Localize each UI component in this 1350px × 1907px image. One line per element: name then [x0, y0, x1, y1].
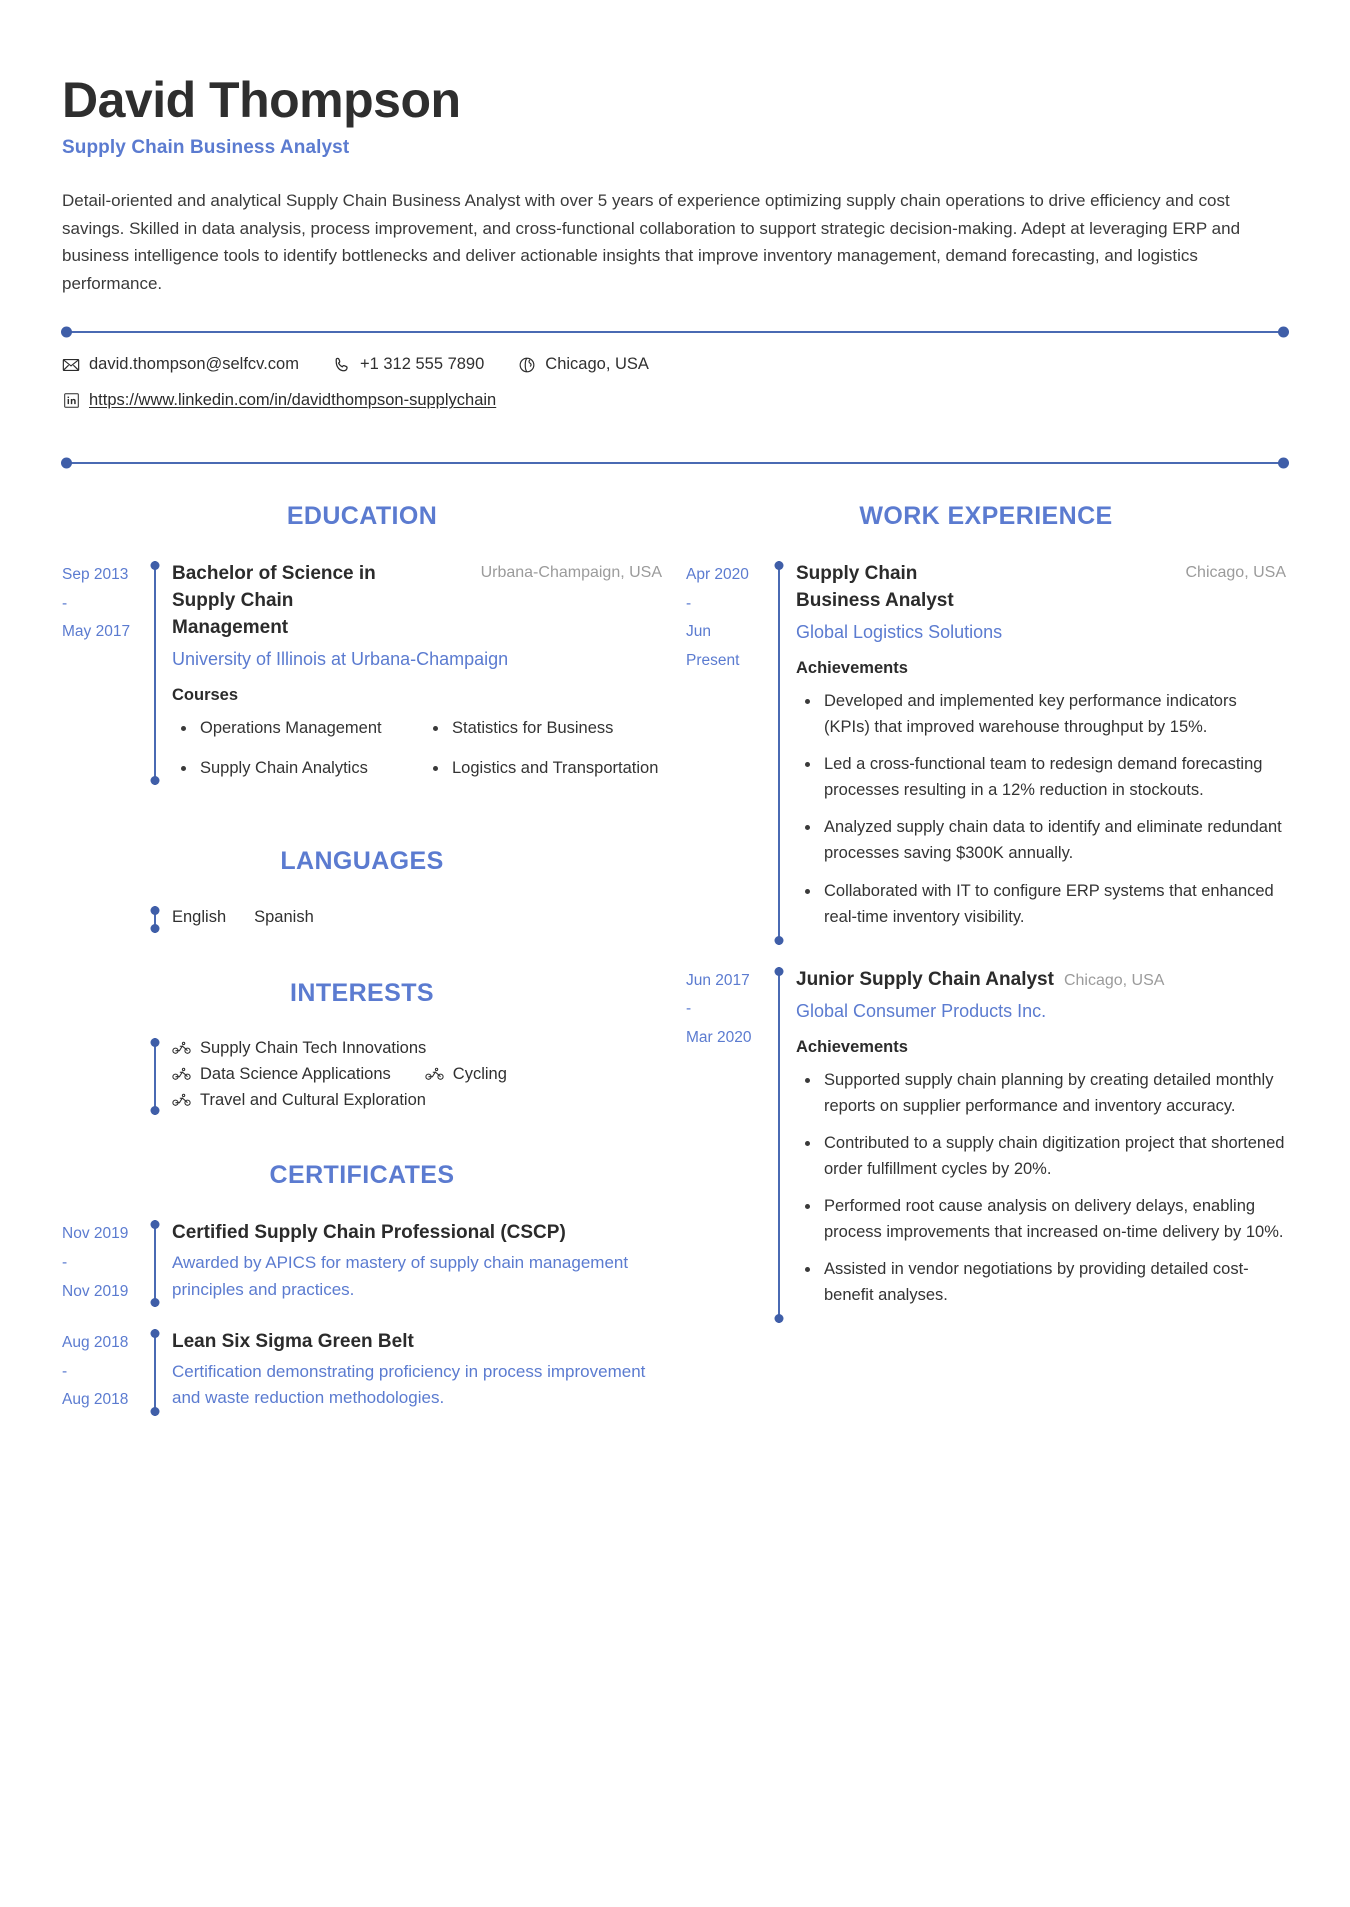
list-item: [425, 1065, 507, 1084]
interests-body: [172, 1038, 662, 1115]
spacer: [62, 951, 662, 979]
section-title-interests: INTERESTS: [290, 979, 434, 1008]
education-entry-head: [172, 561, 662, 642]
work-date-end: Present: [686, 652, 740, 670]
contact-row-primary: [62, 355, 1288, 374]
achievements-list: [796, 1067, 1286, 1309]
certificate-date-end: Aug 2018: [62, 1391, 129, 1409]
page-title: David Thompson: [62, 72, 461, 128]
list-item: Led a cross-functional team to redesign demand forecasting processes resulting in a 12% reduction in stockouts.: [796, 751, 1286, 803]
list-item: [172, 1039, 426, 1058]
section-title-certificates: CERTIFICATES: [269, 1161, 455, 1190]
timeline-rail: [778, 967, 780, 1324]
contact-block: [62, 333, 1288, 428]
list-item: Collaborated with IT to configure ERP systems that enhanced real-time inventory visibility.: [796, 878, 1286, 930]
interest-row: [172, 1065, 662, 1084]
list-item: Supported supply chain planning by creating detailed monthly reports on supplier performance and inventory accuracy.: [796, 1067, 1286, 1119]
section-languages: [62, 847, 662, 933]
timeline-rail: [154, 1329, 156, 1416]
certificate-entry-date: [62, 1329, 154, 1416]
bicycle-icon: [425, 1067, 444, 1082]
interest-label: Supply Chain Tech Innovations: [200, 1039, 427, 1058]
certificate-entry-body: [172, 1329, 662, 1416]
list-item: Performed root cause analysis on delivery delays, enabling process improvements that increased on-time delivery by 10%.: [796, 1193, 1286, 1245]
education-school: University of Illinois at Urbana-Champaign: [172, 649, 509, 670]
work-date-mid: Jun: [686, 623, 711, 641]
interests-list: [172, 1038, 662, 1111]
interest-label: Data Science Applications: [200, 1065, 391, 1084]
achievements-label: Achievements: [796, 1037, 908, 1056]
contact-linkedin-link[interactable]: https://www.linkedin.com/in/davidthompson-supplychain: [89, 391, 497, 410]
work-date-dash: -: [686, 594, 692, 612]
work-entry: [686, 561, 1286, 945]
education-entry-body: [172, 561, 662, 785]
spacer: [62, 1133, 662, 1161]
timeline-rail: [154, 561, 156, 785]
certificate-entry-body: [172, 1220, 662, 1307]
bicycle-icon: [172, 1067, 191, 1082]
bicycle-icon: [172, 1093, 191, 1108]
section-work-experience: [686, 502, 1286, 1323]
work-location: Chicago, USA: [1185, 564, 1286, 582]
interest-row: [172, 1091, 662, 1110]
section-title-education: EDUCATION: [286, 502, 438, 531]
interests-entry: [62, 1038, 662, 1115]
contact-location-text: Chicago, USA: [545, 355, 649, 374]
education-entry: [62, 561, 662, 785]
contact-row-linkedin: [62, 391, 1288, 410]
resume-header: [62, 72, 1288, 297]
education-location: Urbana-Champaign, USA: [480, 564, 662, 582]
contact-divider-top: [62, 331, 1288, 333]
contact-location: [518, 355, 649, 374]
contact-email[interactable]: [62, 355, 299, 374]
courses-grid: [172, 716, 662, 781]
work-company: Global Consumer Products Inc.: [796, 1000, 1047, 1021]
work-entry-date: [686, 561, 778, 945]
certificate-name: Certified Supply Chain Professional (CSCP): [172, 1222, 566, 1244]
phone-icon: [333, 356, 351, 374]
contact-phone-text: +1 312 555 7890: [359, 355, 485, 374]
list-item: [172, 1091, 426, 1110]
education-date-end: May 2017: [62, 623, 131, 641]
contact-email-text: david.thompson@selfcv.com: [89, 355, 299, 374]
section-interests: [62, 979, 662, 1115]
list-item: [172, 1065, 391, 1084]
education-date-start: Sep 2013: [62, 566, 129, 584]
work-entry-head: [796, 967, 1286, 994]
languages-entry: [62, 906, 662, 933]
education-entry-date: [62, 561, 154, 785]
spacer: [62, 807, 662, 847]
list-item: Contributed to a supply chain digitization project that shortened order fulfillment cycles by 20%.: [796, 1130, 1286, 1182]
certificate-entry: [62, 1220, 662, 1307]
courses-label: Courses: [172, 686, 239, 705]
course-item: Statistics for Business: [424, 716, 662, 742]
interest-label: Travel and Cultural Exploration: [200, 1091, 426, 1110]
achievements-list: [796, 688, 1286, 930]
work-entry-date: [686, 967, 778, 1324]
section-education: [62, 502, 662, 785]
work-entry: [686, 967, 1286, 1324]
timeline-rail: [154, 1220, 156, 1307]
certificate-date-dash: -: [62, 1362, 68, 1380]
certificate-entry-date: [62, 1220, 154, 1307]
course-item: Operations Management: [172, 716, 410, 742]
work-date-end: Mar 2020: [686, 1029, 752, 1046]
list-item: English: [172, 908, 227, 927]
contact-phone[interactable]: [333, 355, 484, 374]
work-date-dash: -: [686, 1000, 692, 1018]
contact-linkedin[interactable]: [62, 391, 496, 410]
work-company: Global Logistics Solutions: [796, 622, 1003, 643]
left-column: [62, 502, 662, 1437]
interest-label: Cycling: [452, 1065, 507, 1084]
section-title-work-experience: WORK EXPERIENCE: [859, 502, 1113, 531]
section-certificates: [62, 1161, 662, 1415]
work-job-title: Junior Supply Chain Analyst: [796, 968, 1054, 990]
certificate-date-end: Nov 2019: [62, 1282, 129, 1300]
course-item: Logistics and Transportation: [424, 756, 662, 782]
timeline-rail: [778, 561, 780, 945]
resume-body: [62, 502, 1288, 1437]
certificate-date-start: Nov 2019: [62, 1225, 129, 1243]
bicycle-icon: [172, 1041, 191, 1056]
work-entry-head: [796, 561, 1286, 615]
right-column: [686, 502, 1286, 1345]
header-job-title: Supply Chain Business Analyst: [62, 137, 350, 158]
interest-row: [172, 1039, 662, 1058]
timeline-rail: [154, 906, 156, 933]
timeline-rail: [154, 1038, 156, 1115]
work-entry-body: [796, 561, 1286, 945]
list-item: Assisted in vendor negotiations by providing detailed cost-benefit analyses.: [796, 1256, 1286, 1308]
header-summary: Detail-oriented and analytical Supply Chain Business Analyst with over 5 years of experience optimizing supply chain operations to drive efficiency and cost savings. Skilled in data analysis, process improvement, and cross-functional collaboration to support strategic decision-making. Adept at leveraging ERP and business intelligence tools to identify bottlenecks and deliver actionable insights that improve inventory management, demand forecasting, and logistics performance.: [62, 191, 1241, 293]
certificate-description: Certification demonstrating proficiency in process improvement and waste reduction methodologies.: [172, 1361, 646, 1408]
languages-body: [172, 906, 662, 933]
list-item: Analyzed supply chain data to identify and eliminate redundant processes saving $300K annually.: [796, 814, 1286, 866]
certificate-date-start: Aug 2018: [62, 1333, 129, 1351]
work-location: Chicago, USA: [1063, 971, 1165, 989]
envelope-icon: [62, 356, 80, 374]
section-title-languages: LANGUAGES: [280, 847, 444, 876]
languages-list: [172, 906, 662, 929]
work-entry-body: [796, 967, 1286, 1324]
education-date-dash: -: [62, 594, 68, 612]
interests-date-spacer: [62, 1038, 154, 1115]
contact-divider-bottom: [62, 462, 1288, 464]
work-date-start: Jun 2017: [686, 971, 750, 989]
globe-icon: [518, 356, 536, 374]
work-date-start: Apr 2020: [686, 566, 749, 584]
certificate-entry: [62, 1329, 662, 1416]
certificate-name: Lean Six Sigma Green Belt: [172, 1330, 414, 1352]
work-job-title: Supply Chain Business Analyst: [796, 563, 954, 612]
languages-date-spacer: [62, 906, 154, 933]
linkedin-icon: [62, 392, 80, 410]
list-item: Developed and implemented key performance indicators (KPIs) that improved warehouse throughput by 15%.: [796, 688, 1286, 740]
course-item: Supply Chain Analytics: [172, 756, 410, 782]
achievements-label: Achievements: [796, 659, 908, 678]
certificate-description: Awarded by APICS for mastery of supply chain management principles and practices.: [172, 1253, 629, 1299]
education-degree: Bachelor of Science in Supply Chain Management: [172, 563, 376, 639]
list-item: Spanish: [254, 908, 314, 927]
certificate-date-dash: -: [62, 1253, 68, 1271]
